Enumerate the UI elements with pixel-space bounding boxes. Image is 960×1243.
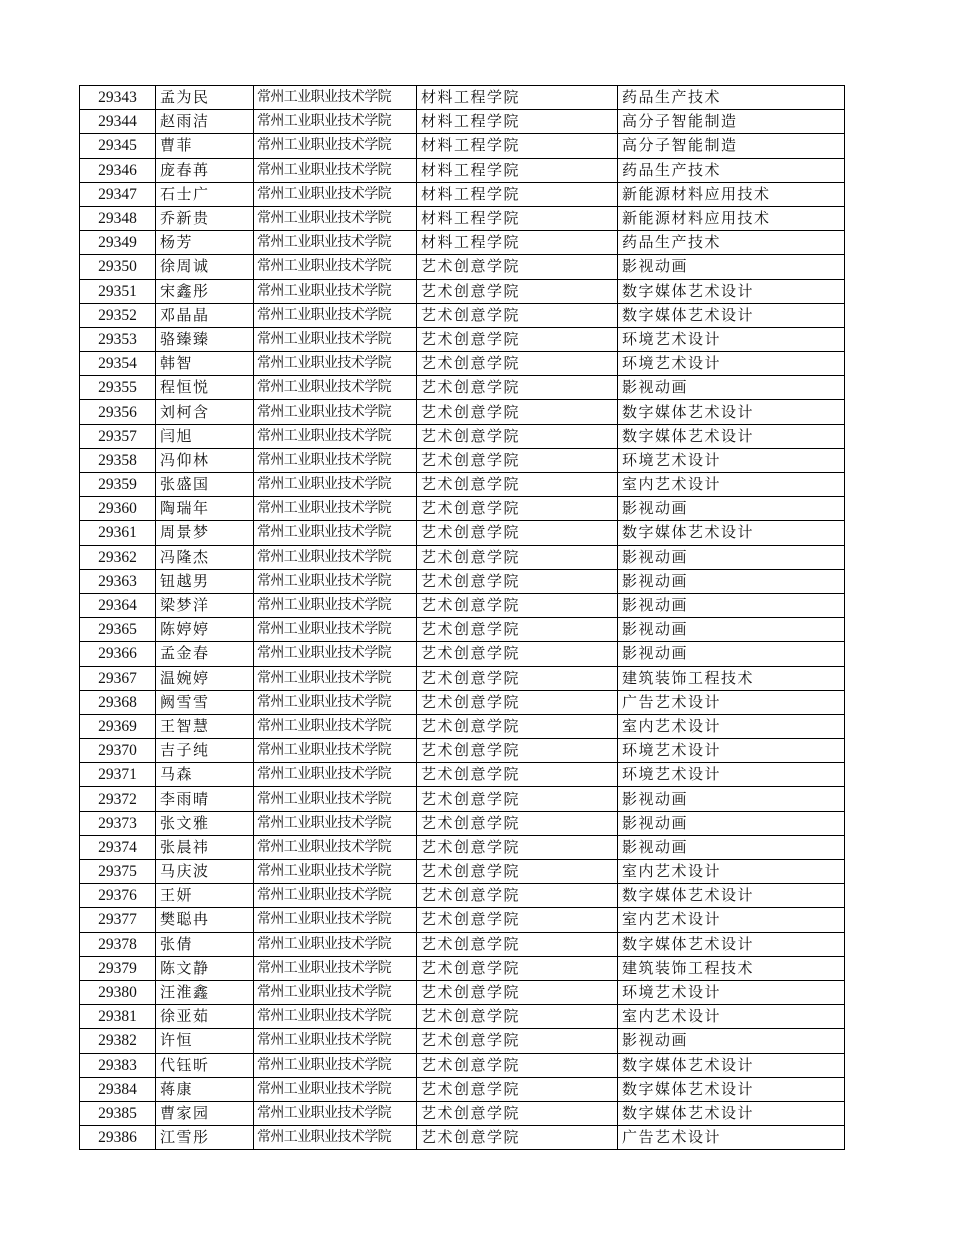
cell-student-name: 冯隆杰 xyxy=(156,545,254,569)
cell-student-id: 29376 xyxy=(80,884,156,908)
cell-college: 艺术创意学院 xyxy=(417,1029,618,1053)
cell-school: 常州工业职业技术学院 xyxy=(254,400,417,424)
cell-college: 艺术创意学院 xyxy=(417,545,618,569)
cell-major: 影视动画 xyxy=(618,593,845,617)
cell-major: 数字媒体艺术设计 xyxy=(618,1101,845,1125)
cell-student-id: 29344 xyxy=(80,110,156,134)
cell-college: 艺术创意学院 xyxy=(417,618,618,642)
cell-college: 艺术创意学院 xyxy=(417,352,618,376)
table-row xyxy=(80,376,845,400)
cell-major: 广告艺术设计 xyxy=(618,690,845,714)
cell-student-name: 程恒悦 xyxy=(156,376,254,400)
cell-college: 艺术创意学院 xyxy=(417,787,618,811)
cell-school: 常州工业职业技术学院 xyxy=(254,642,417,666)
cell-student-name: 张倩 xyxy=(156,932,254,956)
cell-major: 数字媒体艺术设计 xyxy=(618,521,845,545)
cell-major: 环境艺术设计 xyxy=(618,739,845,763)
table-row xyxy=(80,714,845,738)
cell-school: 常州工业职业技术学院 xyxy=(254,521,417,545)
cell-college: 材料工程学院 xyxy=(417,231,618,255)
cell-student-name: 赵雨洁 xyxy=(156,110,254,134)
table-row xyxy=(80,1126,845,1150)
cell-student-name: 汪淮鑫 xyxy=(156,980,254,1004)
table-row xyxy=(80,86,845,110)
cell-school: 常州工业职业技术学院 xyxy=(254,618,417,642)
table-row xyxy=(80,424,845,448)
cell-student-name: 代钰昕 xyxy=(156,1053,254,1077)
cell-school: 常州工业职业技术学院 xyxy=(254,279,417,303)
cell-major: 室内艺术设计 xyxy=(618,1005,845,1029)
cell-student-name: 曹家园 xyxy=(156,1101,254,1125)
cell-school: 常州工业职业技术学院 xyxy=(254,182,417,206)
cell-college: 艺术创意学院 xyxy=(417,448,618,472)
cell-student-id: 29352 xyxy=(80,303,156,327)
cell-school: 常州工业职业技术学院 xyxy=(254,956,417,980)
cell-major: 新能源材料应用技术 xyxy=(618,182,845,206)
cell-college: 艺术创意学院 xyxy=(417,521,618,545)
cell-major: 数字媒体艺术设计 xyxy=(618,279,845,303)
cell-student-name: 陈婷婷 xyxy=(156,618,254,642)
cell-college: 艺术创意学院 xyxy=(417,763,618,787)
table-row xyxy=(80,303,845,327)
table-row xyxy=(80,884,845,908)
cell-student-id: 29364 xyxy=(80,593,156,617)
cell-student-name: 邓晶晶 xyxy=(156,303,254,327)
cell-college: 艺术创意学院 xyxy=(417,400,618,424)
cell-school: 常州工业职业技术学院 xyxy=(254,980,417,1004)
table-row xyxy=(80,932,845,956)
table-row xyxy=(80,569,845,593)
cell-student-id: 29370 xyxy=(80,739,156,763)
cell-school: 常州工业职业技术学院 xyxy=(254,739,417,763)
cell-college: 艺术创意学院 xyxy=(417,908,618,932)
cell-major: 影视动画 xyxy=(618,569,845,593)
cell-major: 室内艺术设计 xyxy=(618,473,845,497)
cell-college: 艺术创意学院 xyxy=(417,1005,618,1029)
cell-school: 常州工业职业技术学院 xyxy=(254,497,417,521)
cell-student-name: 李雨晴 xyxy=(156,787,254,811)
table-row xyxy=(80,860,845,884)
table-row xyxy=(80,1053,845,1077)
cell-school: 常州工业职业技术学院 xyxy=(254,231,417,255)
cell-school: 常州工业职业技术学院 xyxy=(254,908,417,932)
cell-student-name: 韩智 xyxy=(156,352,254,376)
table-row xyxy=(80,352,845,376)
cell-major: 新能源材料应用技术 xyxy=(618,206,845,230)
cell-student-name: 冯仰林 xyxy=(156,448,254,472)
cell-student-id: 29359 xyxy=(80,473,156,497)
table-row xyxy=(80,545,845,569)
cell-school: 常州工业职业技术学院 xyxy=(254,448,417,472)
table-row xyxy=(80,618,845,642)
table-row xyxy=(80,473,845,497)
cell-school: 常州工业职业技术学院 xyxy=(254,1005,417,1029)
cell-college: 材料工程学院 xyxy=(417,110,618,134)
cell-student-id: 29361 xyxy=(80,521,156,545)
cell-student-id: 29348 xyxy=(80,206,156,230)
cell-major: 数字媒体艺术设计 xyxy=(618,303,845,327)
cell-student-id: 29367 xyxy=(80,666,156,690)
cell-college: 艺术创意学院 xyxy=(417,327,618,351)
cell-major: 环境艺术设计 xyxy=(618,448,845,472)
cell-school: 常州工业职业技术学院 xyxy=(254,835,417,859)
table-row xyxy=(80,1005,845,1029)
cell-school: 常州工业职业技术学院 xyxy=(254,593,417,617)
cell-student-id: 29371 xyxy=(80,763,156,787)
cell-major: 药品生产技术 xyxy=(618,231,845,255)
cell-school: 常州工业职业技术学院 xyxy=(254,352,417,376)
table-row xyxy=(80,666,845,690)
table-row xyxy=(80,158,845,182)
cell-student-name: 陶瑞年 xyxy=(156,497,254,521)
cell-school: 常州工业职业技术学院 xyxy=(254,473,417,497)
cell-college: 艺术创意学院 xyxy=(417,1053,618,1077)
table-row xyxy=(80,1077,845,1101)
table-row xyxy=(80,521,845,545)
cell-college: 材料工程学院 xyxy=(417,206,618,230)
cell-major: 室内艺术设计 xyxy=(618,908,845,932)
cell-student-id: 29369 xyxy=(80,714,156,738)
cell-college: 艺术创意学院 xyxy=(417,690,618,714)
cell-school: 常州工业职业技术学院 xyxy=(254,206,417,230)
cell-student-name: 刘柯含 xyxy=(156,400,254,424)
table-row xyxy=(80,110,845,134)
roster-table-body xyxy=(80,86,845,1150)
cell-college: 材料工程学院 xyxy=(417,158,618,182)
cell-student-name: 闫旭 xyxy=(156,424,254,448)
cell-student-id: 29358 xyxy=(80,448,156,472)
cell-school: 常州工业职业技术学院 xyxy=(254,86,417,110)
cell-student-id: 29386 xyxy=(80,1126,156,1150)
cell-student-name: 蒋康 xyxy=(156,1077,254,1101)
cell-student-id: 29366 xyxy=(80,642,156,666)
cell-major: 建筑装饰工程技术 xyxy=(618,956,845,980)
cell-student-id: 29382 xyxy=(80,1029,156,1053)
table-row xyxy=(80,811,845,835)
cell-student-name: 马庆波 xyxy=(156,860,254,884)
cell-student-name: 许恒 xyxy=(156,1029,254,1053)
table-row xyxy=(80,690,845,714)
cell-student-name: 孟为民 xyxy=(156,86,254,110)
cell-student-name: 曹菲 xyxy=(156,134,254,158)
cell-college: 艺术创意学院 xyxy=(417,255,618,279)
cell-school: 常州工业职业技术学院 xyxy=(254,545,417,569)
cell-student-id: 29357 xyxy=(80,424,156,448)
table-row xyxy=(80,956,845,980)
cell-college: 艺术创意学院 xyxy=(417,714,618,738)
cell-student-name: 阙雪雪 xyxy=(156,690,254,714)
cell-major: 药品生产技术 xyxy=(618,158,845,182)
cell-student-name: 梁梦洋 xyxy=(156,593,254,617)
table-row xyxy=(80,134,845,158)
cell-student-id: 29347 xyxy=(80,182,156,206)
cell-student-name: 徐亚茹 xyxy=(156,1005,254,1029)
cell-school: 常州工业职业技术学院 xyxy=(254,1101,417,1125)
cell-school: 常州工业职业技术学院 xyxy=(254,1029,417,1053)
cell-major: 数字媒体艺术设计 xyxy=(618,1077,845,1101)
cell-major: 影视动画 xyxy=(618,255,845,279)
cell-major: 数字媒体艺术设计 xyxy=(618,932,845,956)
cell-school: 常州工业职业技术学院 xyxy=(254,1053,417,1077)
table-row xyxy=(80,327,845,351)
cell-student-id: 29354 xyxy=(80,352,156,376)
cell-school: 常州工业职业技术学院 xyxy=(254,932,417,956)
cell-student-name: 周景梦 xyxy=(156,521,254,545)
cell-student-name: 孟金春 xyxy=(156,642,254,666)
table-row xyxy=(80,182,845,206)
cell-student-name: 张晨祎 xyxy=(156,835,254,859)
cell-major: 影视动画 xyxy=(618,618,845,642)
cell-college: 艺术创意学院 xyxy=(417,932,618,956)
cell-school: 常州工业职业技术学院 xyxy=(254,376,417,400)
cell-college: 艺术创意学院 xyxy=(417,569,618,593)
cell-major: 影视动画 xyxy=(618,787,845,811)
cell-college: 艺术创意学院 xyxy=(417,279,618,303)
cell-student-id: 29345 xyxy=(80,134,156,158)
cell-student-id: 29346 xyxy=(80,158,156,182)
cell-student-name: 骆臻臻 xyxy=(156,327,254,351)
cell-college: 艺术创意学院 xyxy=(417,1126,618,1150)
cell-student-name: 徐周诚 xyxy=(156,255,254,279)
cell-school: 常州工业职业技术学院 xyxy=(254,134,417,158)
cell-school: 常州工业职业技术学院 xyxy=(254,666,417,690)
cell-student-id: 29377 xyxy=(80,908,156,932)
cell-major: 环境艺术设计 xyxy=(618,980,845,1004)
cell-student-id: 29385 xyxy=(80,1101,156,1125)
table-row xyxy=(80,448,845,472)
cell-college: 艺术创意学院 xyxy=(417,884,618,908)
table-row xyxy=(80,593,845,617)
cell-school: 常州工业职业技术学院 xyxy=(254,303,417,327)
cell-student-name: 石士广 xyxy=(156,182,254,206)
cell-school: 常州工业职业技术学院 xyxy=(254,1077,417,1101)
cell-college: 艺术创意学院 xyxy=(417,642,618,666)
cell-school: 常州工业职业技术学院 xyxy=(254,424,417,448)
cell-student-id: 29343 xyxy=(80,86,156,110)
cell-major: 广告艺术设计 xyxy=(618,1126,845,1150)
cell-major: 数字媒体艺术设计 xyxy=(618,400,845,424)
cell-student-name: 张盛国 xyxy=(156,473,254,497)
table-row xyxy=(80,835,845,859)
cell-student-name: 陈文静 xyxy=(156,956,254,980)
cell-major: 环境艺术设计 xyxy=(618,352,845,376)
cell-college: 艺术创意学院 xyxy=(417,303,618,327)
table-row xyxy=(80,1029,845,1053)
cell-student-name: 王妍 xyxy=(156,884,254,908)
cell-student-name: 庞春苒 xyxy=(156,158,254,182)
cell-major: 数字媒体艺术设计 xyxy=(618,884,845,908)
cell-student-id: 29365 xyxy=(80,618,156,642)
cell-college: 艺术创意学院 xyxy=(417,811,618,835)
cell-student-id: 29350 xyxy=(80,255,156,279)
cell-student-name: 吉子纯 xyxy=(156,739,254,763)
cell-student-id: 29363 xyxy=(80,569,156,593)
cell-school: 常州工业职业技术学院 xyxy=(254,327,417,351)
cell-college: 艺术创意学院 xyxy=(417,860,618,884)
cell-major: 影视动画 xyxy=(618,1029,845,1053)
table-row xyxy=(80,279,845,303)
cell-college: 艺术创意学院 xyxy=(417,593,618,617)
cell-student-id: 29353 xyxy=(80,327,156,351)
cell-school: 常州工业职业技术学院 xyxy=(254,860,417,884)
table-row xyxy=(80,908,845,932)
cell-major: 环境艺术设计 xyxy=(618,327,845,351)
cell-student-id: 29375 xyxy=(80,860,156,884)
cell-major: 建筑装饰工程技术 xyxy=(618,666,845,690)
cell-school: 常州工业职业技术学院 xyxy=(254,569,417,593)
cell-school: 常州工业职业技术学院 xyxy=(254,811,417,835)
cell-student-name: 王智慧 xyxy=(156,714,254,738)
cell-student-id: 29356 xyxy=(80,400,156,424)
roster-table xyxy=(79,85,845,1150)
cell-college: 艺术创意学院 xyxy=(417,835,618,859)
cell-student-id: 29351 xyxy=(80,279,156,303)
cell-student-id: 29381 xyxy=(80,1005,156,1029)
cell-college: 艺术创意学院 xyxy=(417,1077,618,1101)
cell-student-id: 29360 xyxy=(80,497,156,521)
cell-major: 高分子智能制造 xyxy=(618,110,845,134)
cell-major: 影视动画 xyxy=(618,642,845,666)
cell-school: 常州工业职业技术学院 xyxy=(254,158,417,182)
cell-college: 材料工程学院 xyxy=(417,134,618,158)
cell-student-id: 29368 xyxy=(80,690,156,714)
cell-college: 艺术创意学院 xyxy=(417,376,618,400)
cell-major: 数字媒体艺术设计 xyxy=(618,424,845,448)
cell-student-name: 钮越男 xyxy=(156,569,254,593)
table-row xyxy=(80,787,845,811)
table-row xyxy=(80,497,845,521)
cell-student-name: 杨芳 xyxy=(156,231,254,255)
table-row xyxy=(80,1101,845,1125)
cell-college: 艺术创意学院 xyxy=(417,739,618,763)
cell-student-name: 马森 xyxy=(156,763,254,787)
cell-major: 影视动画 xyxy=(618,811,845,835)
cell-student-name: 温婉婷 xyxy=(156,666,254,690)
cell-school: 常州工业职业技术学院 xyxy=(254,1126,417,1150)
cell-school: 常州工业职业技术学院 xyxy=(254,884,417,908)
cell-student-name: 宋鑫彤 xyxy=(156,279,254,303)
cell-college: 艺术创意学院 xyxy=(417,666,618,690)
cell-school: 常州工业职业技术学院 xyxy=(254,763,417,787)
table-row xyxy=(80,231,845,255)
cell-major: 影视动画 xyxy=(618,376,845,400)
cell-student-id: 29374 xyxy=(80,835,156,859)
cell-college: 材料工程学院 xyxy=(417,86,618,110)
table-row xyxy=(80,763,845,787)
table-row xyxy=(80,739,845,763)
cell-school: 常州工业职业技术学院 xyxy=(254,255,417,279)
cell-student-id: 29355 xyxy=(80,376,156,400)
cell-major: 药品生产技术 xyxy=(618,86,845,110)
table-row xyxy=(80,255,845,279)
cell-school: 常州工业职业技术学院 xyxy=(254,690,417,714)
cell-student-id: 29380 xyxy=(80,980,156,1004)
table-row xyxy=(80,206,845,230)
cell-major: 影视动画 xyxy=(618,835,845,859)
table-row xyxy=(80,980,845,1004)
cell-major: 数字媒体艺术设计 xyxy=(618,1053,845,1077)
cell-student-name: 乔新贵 xyxy=(156,206,254,230)
cell-school: 常州工业职业技术学院 xyxy=(254,110,417,134)
cell-student-name: 张文雅 xyxy=(156,811,254,835)
cell-college: 艺术创意学院 xyxy=(417,424,618,448)
cell-college: 艺术创意学院 xyxy=(417,473,618,497)
cell-school: 常州工业职业技术学院 xyxy=(254,787,417,811)
cell-school: 常州工业职业技术学院 xyxy=(254,714,417,738)
cell-major: 室内艺术设计 xyxy=(618,714,845,738)
cell-student-id: 29379 xyxy=(80,956,156,980)
table-row xyxy=(80,400,845,424)
cell-major: 环境艺术设计 xyxy=(618,763,845,787)
cell-major: 室内艺术设计 xyxy=(618,860,845,884)
cell-student-id: 29384 xyxy=(80,1077,156,1101)
table-row xyxy=(80,642,845,666)
cell-college: 材料工程学院 xyxy=(417,182,618,206)
cell-major: 高分子智能制造 xyxy=(618,134,845,158)
cell-major: 影视动画 xyxy=(618,545,845,569)
cell-student-id: 29373 xyxy=(80,811,156,835)
cell-college: 艺术创意学院 xyxy=(417,980,618,1004)
cell-student-id: 29362 xyxy=(80,545,156,569)
cell-student-name: 江雪彤 xyxy=(156,1126,254,1150)
cell-student-id: 29349 xyxy=(80,231,156,255)
cell-major: 影视动画 xyxy=(618,497,845,521)
cell-college: 艺术创意学院 xyxy=(417,497,618,521)
cell-student-id: 29372 xyxy=(80,787,156,811)
cell-student-name: 樊聪冉 xyxy=(156,908,254,932)
cell-college: 艺术创意学院 xyxy=(417,1101,618,1125)
cell-student-id: 29383 xyxy=(80,1053,156,1077)
cell-student-id: 29378 xyxy=(80,932,156,956)
cell-college: 艺术创意学院 xyxy=(417,956,618,980)
